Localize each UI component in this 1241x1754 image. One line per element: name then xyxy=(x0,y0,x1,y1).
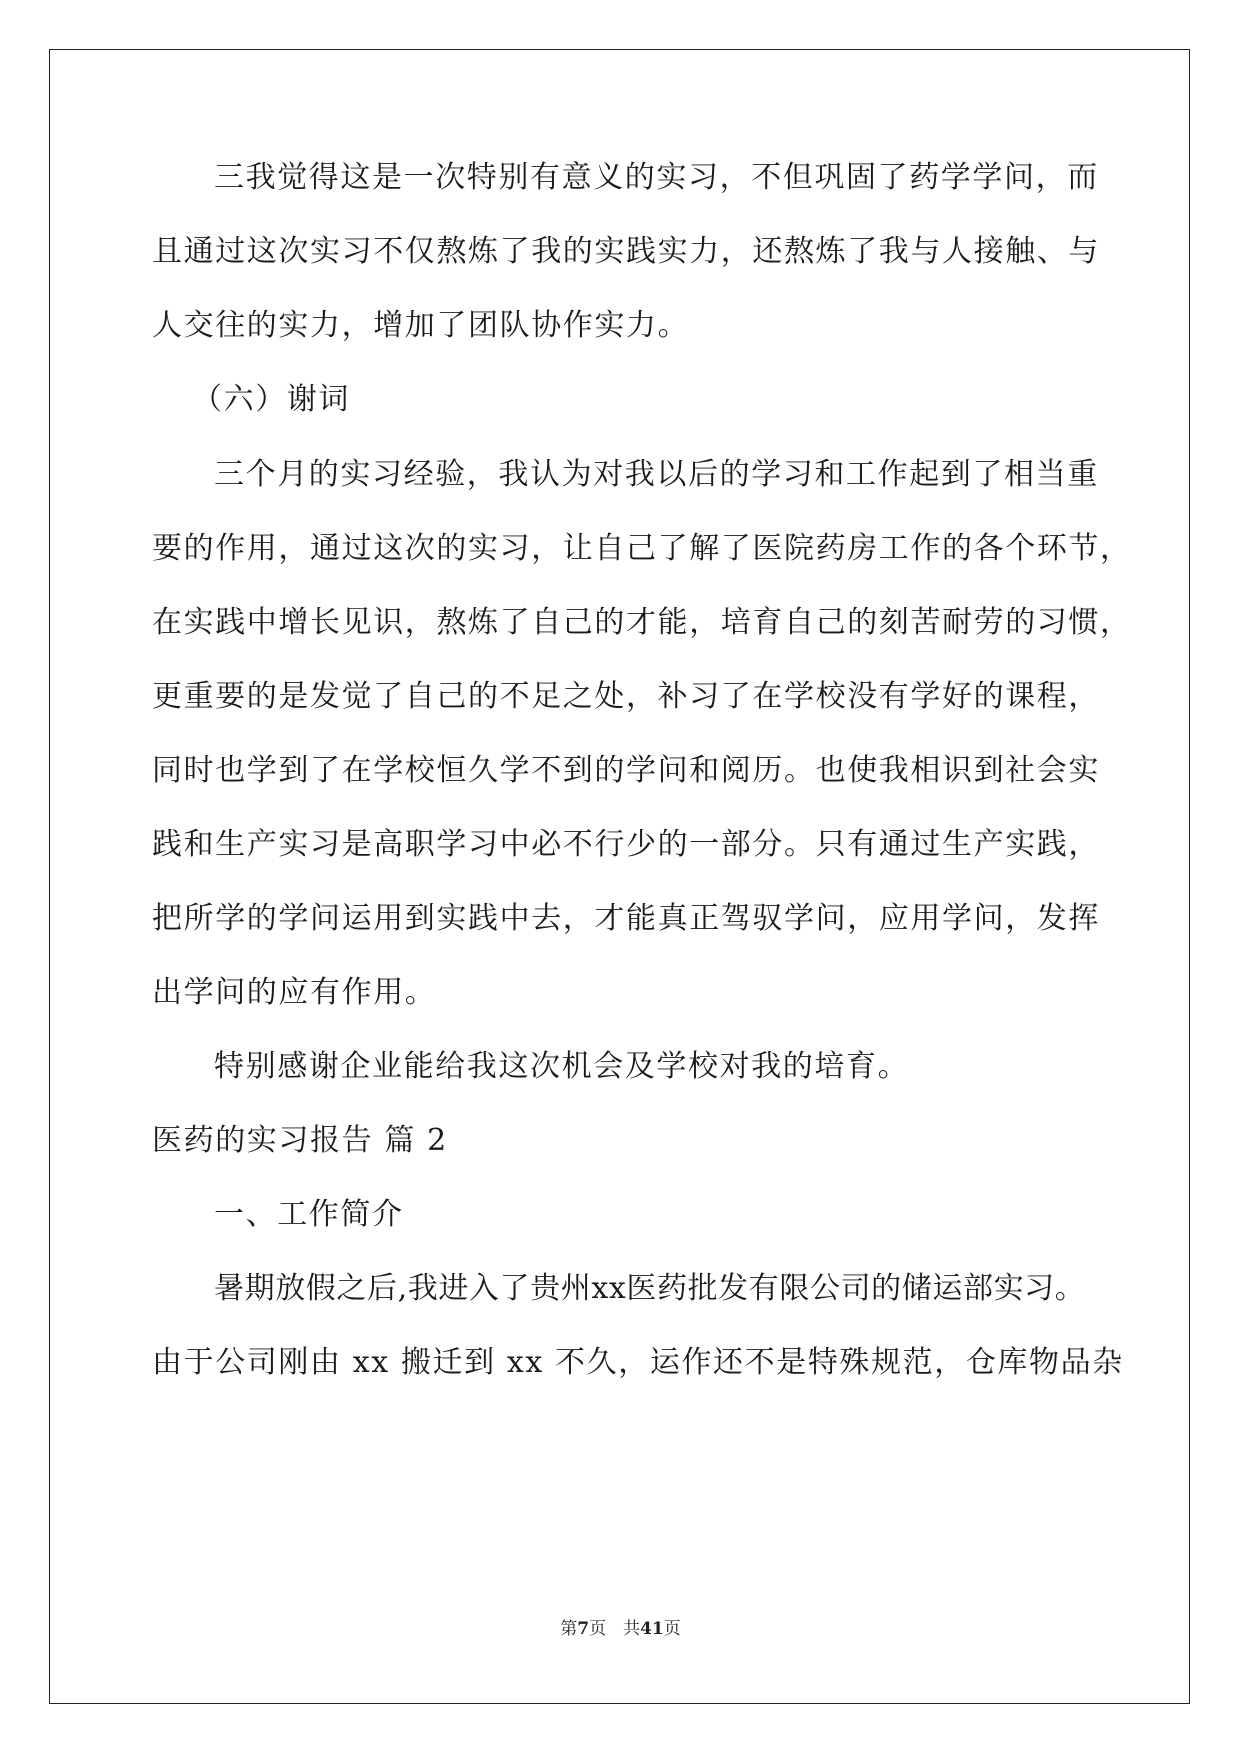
section-heading: 一、工作简介 xyxy=(214,1197,404,1232)
text-line: 践和生产实习是高职学习中必不行少的一部分。只有通过生产实践， xyxy=(152,827,1100,862)
article-heading: 医药的实习报告 篇 2 xyxy=(152,1123,448,1158)
page-footer xyxy=(0,1618,1241,1640)
text-line: 三个月的实习经验，我认为对我以后的学习和工作起到了相当重 xyxy=(214,457,1099,492)
text-line: 出学问的应有作用。 xyxy=(152,975,437,1010)
footer-current-page: 7 xyxy=(577,1619,590,1639)
text-line: 同时也学到了在学校恒久学不到的学问和阅历。也使我相识到社会实 xyxy=(152,753,1100,788)
text-line: 人交往的实力，增加了团队协作实力。 xyxy=(152,308,690,343)
footer-total-pages: 41 xyxy=(640,1619,664,1639)
text-line: 且通过这次实习不仅熬炼了我的实践实力，还熬炼了我与人接触、与 xyxy=(152,234,1100,269)
text-line: 更重要的是发觉了自己的不足之处，补习了在学校没有学好的课程， xyxy=(152,679,1100,714)
text-line: 由于公司刚由 xx 搬迁到 xx 不久，运作还不是特殊规范，仓库物品杂 xyxy=(152,1345,1124,1380)
footer-suffix: 页 xyxy=(663,1619,681,1639)
text-line: 在实践中增长见识，熬炼了自己的才能，培育自己的刻苦耐劳的习惯， xyxy=(152,605,1132,640)
text-line: 暑期放假之后,我进入了贵州xx医药批发有限公司的储运部实习。 xyxy=(214,1271,1086,1306)
footer-prefix: 第 xyxy=(560,1619,578,1639)
text-line: 把所学的学问运用到实践中去，才能真正驾驭学问，应用学问，发挥 xyxy=(152,901,1100,936)
footer-middle: 页 共 xyxy=(589,1619,641,1639)
section-heading: （六）谢词 xyxy=(192,382,350,417)
text-line: 特别感谢企业能给我这次机会及学校对我的培育。 xyxy=(214,1049,910,1084)
text-line: 三我觉得这是一次特别有意义的实习，不但巩固了药学学问，而 xyxy=(214,160,1099,195)
text-line: 要的作用，通过这次的实习，让自己了解了医院药房工作的各个环节， xyxy=(152,531,1132,566)
page-border xyxy=(49,49,1190,1704)
